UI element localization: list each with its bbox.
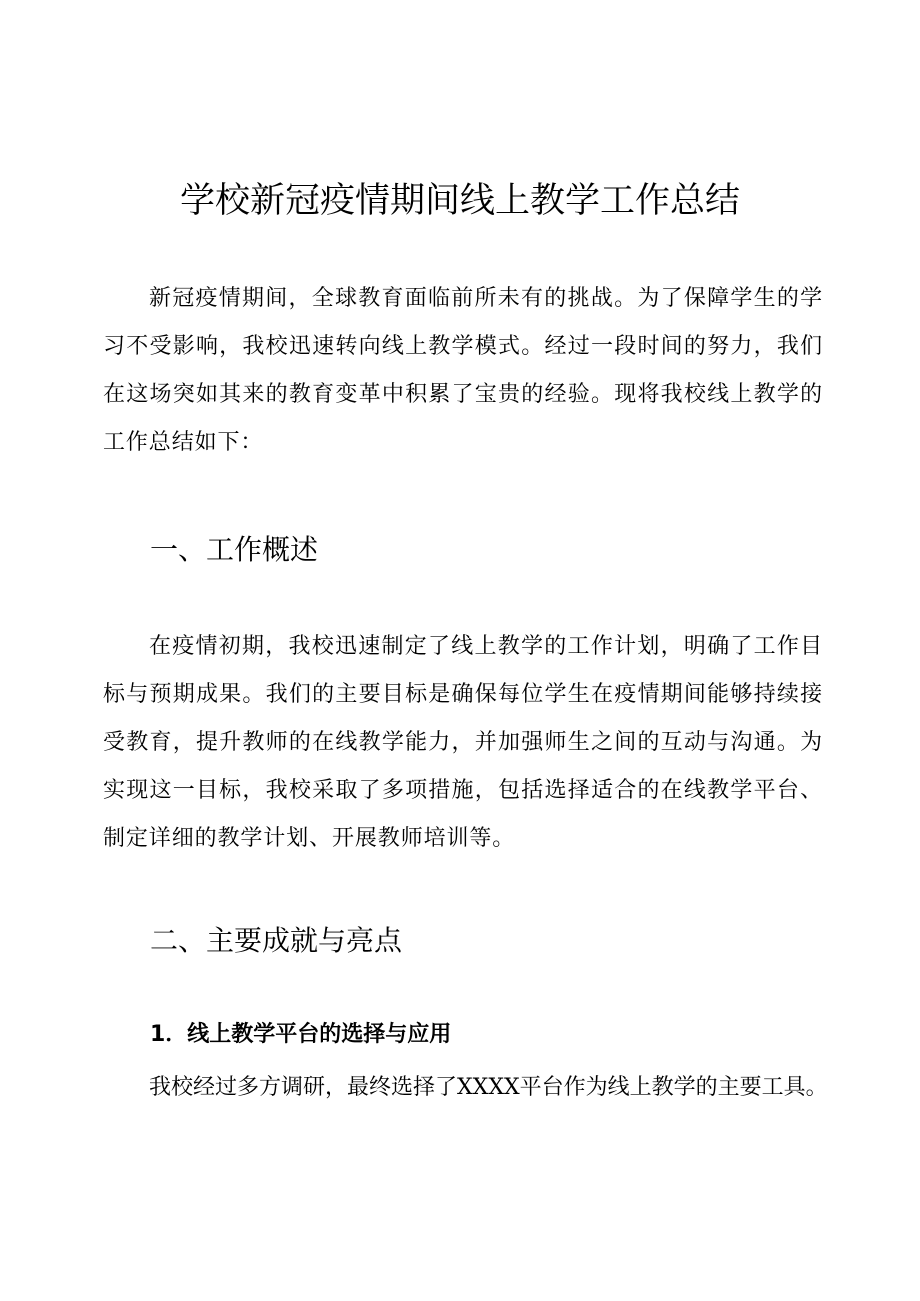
section-heading-achievements: 二、主要成就与亮点 xyxy=(150,924,403,957)
section-heading-overview: 一、工作概述 xyxy=(150,533,319,566)
subsection-platform-paragraph: 我校经过多方调研，最终选择了XXXX平台作为线上教学的主要工具。 xyxy=(149,1075,828,1100)
section-overview-paragraph: 在疫情初期，我校迅速制定了线上教学的工作计划，明确了工作目标与预期成果。我们的主要目标是确保每位学生在疫情期间能够持续接受教育，提升教师的在线教学能力，并加强师生之间的互动与沟通。为实现这一目标，我校采取了多项措施，包括选择适合的在线教学平台、制定详细的教学计划、开展教师培训等。 xyxy=(103,634,823,851)
subsection-heading-platform: 1．线上教学平台的选择与应用 xyxy=(150,1022,452,1047)
intro-paragraph: 新冠疫情期间，全球教育面临前所未有的挑战。为了保障学生的学习不受影响，我校迅速转向线上教学模式。经过一段时间的努力，我们在这场突如其来的教育变革中积累了宝贵的经验。现将我校线上教学的工作总结如下： xyxy=(103,286,823,455)
document-title: 学校新冠疫情期间线上教学工作总结 xyxy=(179,181,740,221)
